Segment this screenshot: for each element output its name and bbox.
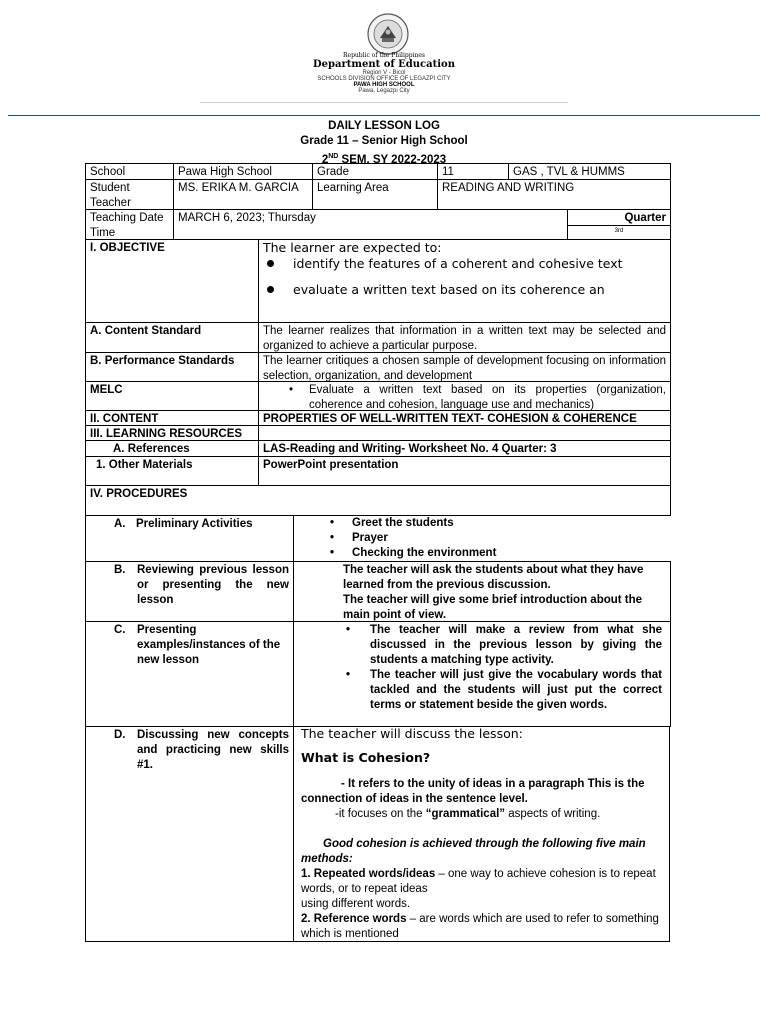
procedure-b-content	[293, 561, 671, 622]
quarter-label: Quarter	[567, 209, 671, 226]
page-divider	[8, 115, 760, 116]
procedure-a-label: Preliminary Activities	[136, 518, 253, 530]
melc-cell	[258, 381, 671, 411]
procedure-c-item: • The teacher will just give the vocabulary words that tackled and the students will just put the correct terms or statement beside the given words.	[346, 668, 662, 713]
log-title: DAILY LESSON LOG	[328, 120, 440, 132]
quarter-value: 3rd	[567, 225, 671, 240]
student-teacher-value: MS. ERIKA M. GARCIA	[173, 179, 313, 210]
letterhead-region: Region V - Bicol	[362, 70, 406, 76]
procedure-c-content	[293, 621, 671, 727]
procedure-b-letter: B.	[114, 564, 126, 576]
learning-area-value: READING AND WRITING	[437, 179, 671, 210]
references-label: A. References	[85, 440, 259, 457]
letterhead-republic: Republic of the Philippines	[343, 52, 425, 59]
letterhead-department: Department of Education	[313, 59, 455, 70]
procedure-d-def1: - It refers to the unity of ideas in a paragraph This is the connection of ideas in the sentence level.	[301, 778, 645, 805]
procedure-a-letter: A.	[114, 518, 126, 530]
objective-item: evaluate a written text based on its coherence an	[263, 282, 666, 297]
procedure-a-content	[293, 515, 671, 562]
school-value: Pawa High School	[173, 163, 313, 180]
procedure-d-method-2: 2. Reference words – are words which are used to refer to something which is mentioned	[301, 913, 659, 940]
procedure-c-label: Presenting examples/instances of the new lesson	[137, 624, 281, 666]
references-value: LAS-Reading and Writing- Worksheet No. 4 Quarter: 3	[258, 440, 671, 457]
letterhead-school: PAWA HIGH SCHOOL	[353, 82, 415, 88]
deped-seal-logo	[366, 12, 410, 56]
melc-label: MELC	[85, 381, 259, 411]
performance-standard-text: The learner critiques a chosen sample of development focusing on information selection, organization, and development	[258, 352, 671, 382]
grade-label: Grade	[312, 163, 438, 180]
content-text: PROPERTIES OF WELL-WRITTEN TEXT- COHESION & COHERENCE	[258, 410, 671, 426]
objective-intro: The learner are expected to:	[263, 240, 442, 255]
content-label: II. CONTENT	[85, 410, 259, 426]
letterhead-divider	[200, 102, 568, 103]
school-label: School	[85, 163, 174, 180]
strand-value: GAS , TVL & HUMMS	[508, 163, 671, 180]
procedure-d-heading: What is Cohesion?	[301, 750, 431, 765]
letterhead-division: SCHOOLS DIVISION OFFICE OF LEGAZPI CITY	[317, 76, 451, 82]
procedure-d-intro: The teacher will discuss the lesson:	[301, 726, 523, 741]
procedure-d-method-1-cont: using different words.	[301, 898, 411, 910]
procedure-b-p1: The teacher will ask the students about what they have learned from the previous discussion.	[343, 564, 644, 591]
procedure-b-label-cell	[85, 561, 294, 622]
teaching-date-label: Teaching Date Time	[85, 209, 174, 240]
procedure-a-item: • Checking the environment	[330, 546, 667, 561]
procedure-a-item: • Prayer	[330, 531, 667, 546]
objective-label: I. OBJECTIVE	[85, 239, 259, 323]
procedures-label: IV. PROCEDURES	[85, 485, 671, 516]
objective-item: identify the features of a coherent and cohesive text	[263, 256, 666, 271]
procedure-d-label: Discussing new concepts and practicing new skills #1.	[137, 729, 289, 771]
log-grade: Grade 11 – Senior High School	[300, 135, 468, 147]
other-materials-value: PowerPoint presentation	[258, 456, 671, 486]
procedure-a-item: • Greet the students	[330, 516, 667, 531]
content-standard-label: A. Content Standard	[85, 322, 259, 353]
procedure-c-letter: C.	[114, 624, 126, 636]
teaching-date-value: MARCH 6, 2023; Thursday	[173, 209, 568, 240]
procedure-d-label-cell	[85, 726, 294, 942]
student-teacher-label: Student Teacher	[85, 179, 174, 210]
procedure-d-def2: -it focuses on the “grammatical” aspects of writing.	[335, 808, 601, 820]
learning-area-label: Learning Area	[312, 179, 438, 210]
resources-empty	[258, 425, 671, 441]
content-standard-text: The learner realizes that information in a written text may be selected and organized to achieve a particular purpose.	[258, 322, 671, 353]
procedure-d-letter: D.	[114, 729, 126, 741]
resources-label: III. LEARNING RESOURCES	[85, 425, 259, 441]
procedure-d-method-1: 1. Repeated words/ideas – one way to achieve cohesion is to repeat words, or to repeat ideas	[301, 868, 656, 895]
procedure-a-label-cell	[85, 515, 294, 562]
grade-value: 11	[437, 163, 509, 180]
performance-standard-label: B. Performance Standards	[85, 352, 259, 382]
procedure-b-p2: The teacher will give some brief introduction about the main point of view.	[343, 594, 643, 621]
procedure-d-content	[293, 726, 670, 942]
objective-content	[258, 239, 671, 323]
procedure-c-item: • The teacher will make a review from what she discussed in the previous lesson by giving the students a matching type activity.	[346, 623, 662, 668]
letterhead-address: Pawa, Legazpi City	[358, 88, 410, 94]
melc-text: • Evaluate a written text based on its properties (organization, coherence and cohesion, language use and mechanics)	[289, 383, 666, 411]
procedure-b-label: Reviewing previous lesson or presenting the new lesson	[137, 564, 289, 606]
procedure-c-label-cell	[85, 621, 294, 727]
log-semester: 2ND SEM. SY 2022-2023	[321, 153, 447, 166]
other-materials-label: 1. Other Materials	[85, 456, 259, 486]
procedure-d-methods: Good cohesion is achieved through the following five main methods:	[301, 838, 646, 865]
